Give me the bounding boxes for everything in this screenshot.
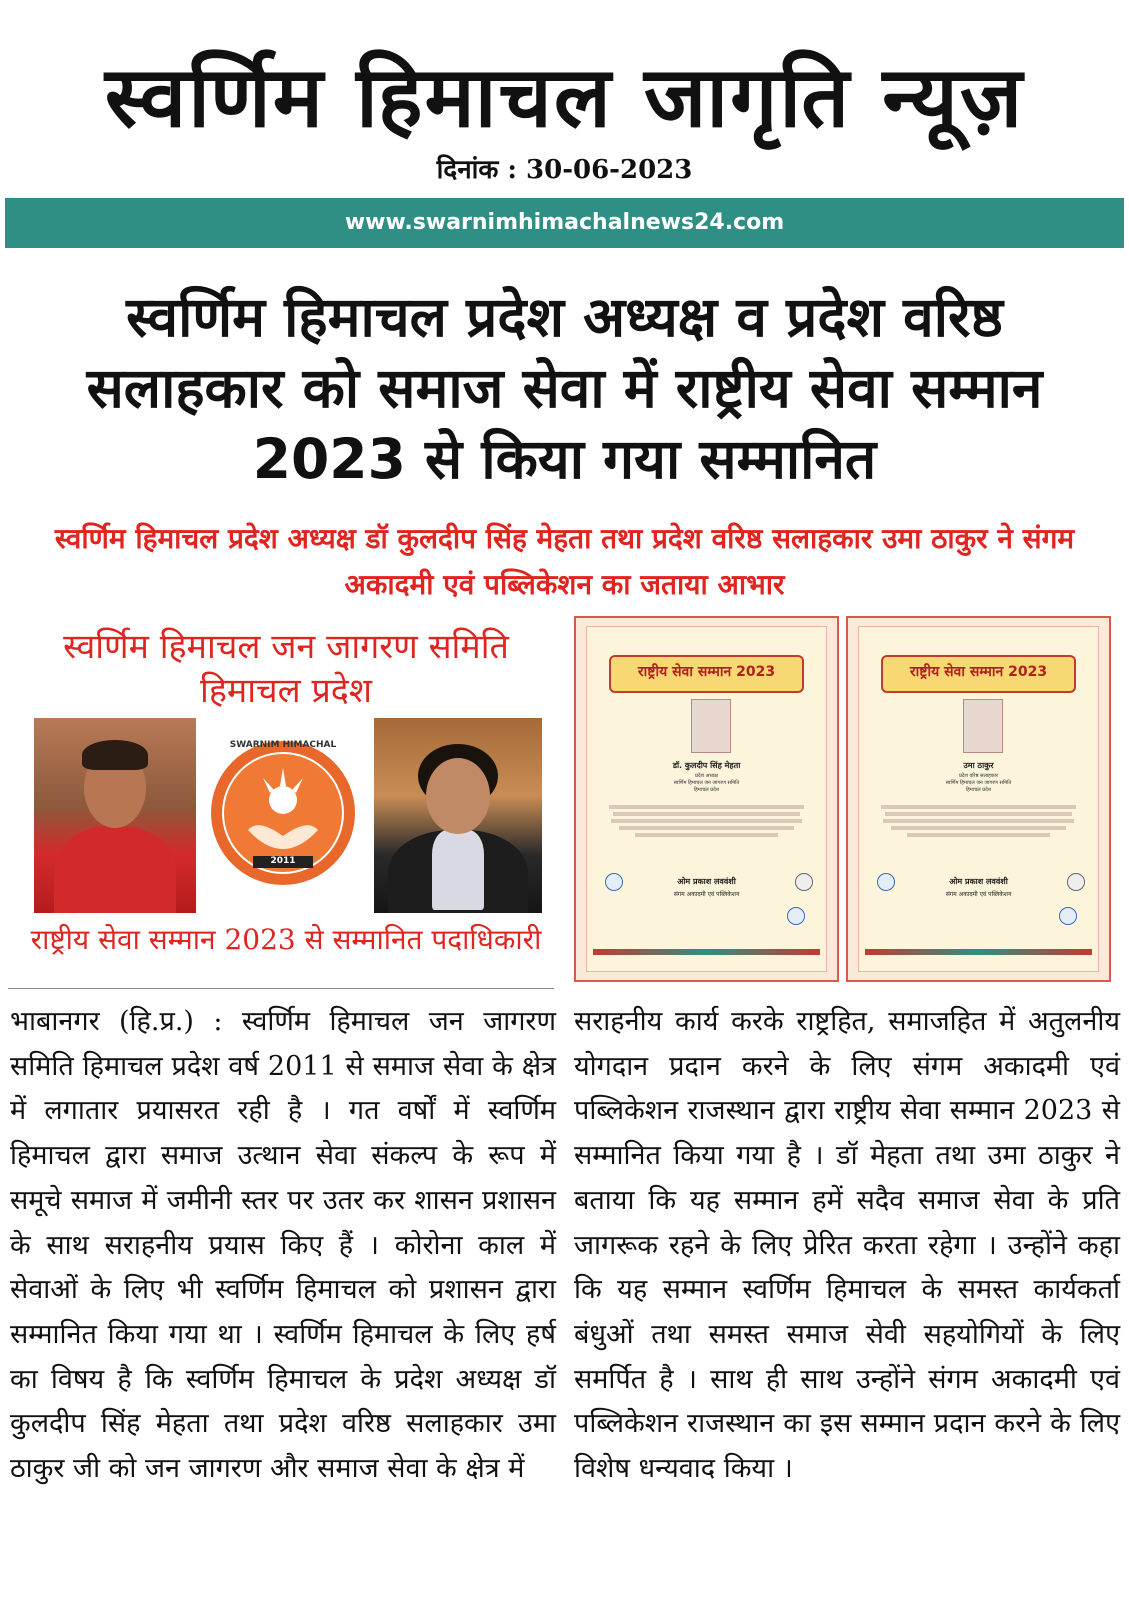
certificate-photo bbox=[691, 699, 731, 753]
certificate-publisher: संगम अकादमी एवं पब्लिकेशन bbox=[673, 891, 740, 898]
newspaper-title: स्वर्णिम हिमाचल जागृति न्यूज़ bbox=[104, 48, 1025, 146]
banner-title bbox=[16, 625, 556, 713]
certificate-signatory: ओम प्रकाश लववंशी bbox=[949, 877, 1008, 886]
samiti-banner bbox=[16, 620, 556, 970]
certificate-signatory: ओम प्रकाश लववंशी bbox=[677, 877, 736, 886]
certificate-name: डॉ. कुलदीप सिंह मेहता bbox=[672, 761, 741, 770]
photo-kuldeep-mehta bbox=[34, 718, 196, 913]
swarnim-himachal-emblem bbox=[208, 738, 358, 888]
iso-badge-icon bbox=[1059, 907, 1077, 925]
certificate-uma-thakur bbox=[846, 616, 1111, 982]
certificate-title: राष्ट्रीय सेवा सम्मान 2023 bbox=[609, 655, 804, 693]
certificate-body bbox=[877, 805, 1080, 840]
main-headline: स्वर्णिम हिमाचल प्रदेश अध्यक्ष व प्रदेश वरिष्ठ सलाहकार को समाज सेवा में राष्ट्रीय सेवा सम्मान 2023 से किया गया सम्मानित bbox=[86, 285, 1043, 491]
photo-uma-thakur bbox=[374, 718, 542, 913]
article-column-2: सराहनीय कार्य करके राष्ट्रहित, समाजहित में अतुलनीय योगदान प्रदान करने के लिए संगम अकादमी एवं पब्लिकेशन राजस्थान द्वारा राष्ट्रीय सेवा सम्मान 2023 से सम्मानित किया गया है । डॉ मेहता तथा उमा ठाकुर ने बताया कि यह सम्मान हमें सदैव समाज सेवा के प्रति जागरूक रहने के लिए प्रेरित करता रहेगा । उन्होंने कहा कि यह सम्मान स्वर्णिम हिमाचल के समस्त कार्यकर्ता बंधुओं तथा समस्त समाज सेवी सहयोगियों के लिए समर्पित है । साथ ही साथ उन्होंने संगम अकादमी एवं पब्लिकेशन राजस्थान का इस सम्मान प्रदान करने के लिए विशेष धन्यवाद किया । bbox=[574, 1006, 1120, 1485]
certificate-photo bbox=[963, 699, 1003, 753]
masthead bbox=[0, 0, 1129, 198]
emblem-year: 2011 bbox=[270, 856, 296, 866]
certificate-title: राष्ट्रीय सेवा सम्मान 2023 bbox=[881, 655, 1076, 693]
certificate-name: उमा ठाकुर bbox=[963, 761, 994, 770]
certificate-role: प्रदेश अध्यक्ष स्वर्णिम हिमाचल जन जागरण समिति हिमाचल प्रदेश bbox=[673, 773, 740, 793]
sub-headline: स्वर्णिम हिमाचल प्रदेश अध्यक्ष डॉ कुलदीप सिंह मेहता तथा प्रदेश वरिष्ठ सलाहकार उमा ठाकुर ने संगम अकादमी एवं पब्लिकेशन का जताया आभार bbox=[54, 522, 1075, 601]
banner-caption: राष्ट्रीय सेवा सम्मान 2023 से सम्मानित पदाधिकारी bbox=[30, 923, 542, 956]
certificate-role: प्रदेश वरिष्ठ सलाहकार स्वर्णिम हिमाचल जन जागरण समिति हिमाचल प्रदेश bbox=[945, 773, 1012, 793]
iso-badge-icon bbox=[787, 907, 805, 925]
certificate-publisher: संगम अकादमी एवं पब्लिकेशन bbox=[945, 891, 1012, 898]
emblem-text: SWARNIM HIMACHAL bbox=[229, 740, 337, 750]
article-column-1: भाबानगर (हि.प्र.) : स्वर्णिम हिमाचल जन जागरण समिति हिमाचल प्रदेश वर्ष 2011 से समाज सेवा के क्षेत्र में लगातार प्रयासरत रही है । गत वर्षों में स्वर्णिम हिमाचल द्वारा समाज उत्थान सेवा संकल्प के रूप में समूचे समाज में जमीनी स्तर पर उतर कर शासन प्रशासन के साथ सराहनीय प्रयास किए हैं । कोरोना काल में सेवाओं के लिए भी स्वर्णिम हिमाचल को प्रशासन द्वारा सम्मानित किया गया था । स्वर्णिम हिमाचल के लिए हर्ष का विषय है कि स्वर्णिम हिमाचल के प्रदेश अध्यक्ष डॉ कुलदीप सिंह मेहता तथा प्रदेश वरिष्ठ सलाहकार उमा ठाकुर जी को जन जागरण और समाज सेवा के क्षेत्र में bbox=[10, 1006, 556, 1485]
website-url-bar[interactable]: www.swarnimhimachalnews24.com bbox=[5, 198, 1124, 248]
banner-title-line1: स्वर्णिम हिमाचल जन जागरण समिति bbox=[63, 627, 509, 667]
certificate-kuldeep-mehta bbox=[574, 616, 839, 982]
certificate-body bbox=[605, 805, 808, 840]
column-divider bbox=[8, 988, 554, 989]
issue-date: दिनांक : 30-06-2023 bbox=[436, 155, 693, 185]
banner-title-line2: हिमाचल प्रदेश bbox=[200, 671, 372, 711]
